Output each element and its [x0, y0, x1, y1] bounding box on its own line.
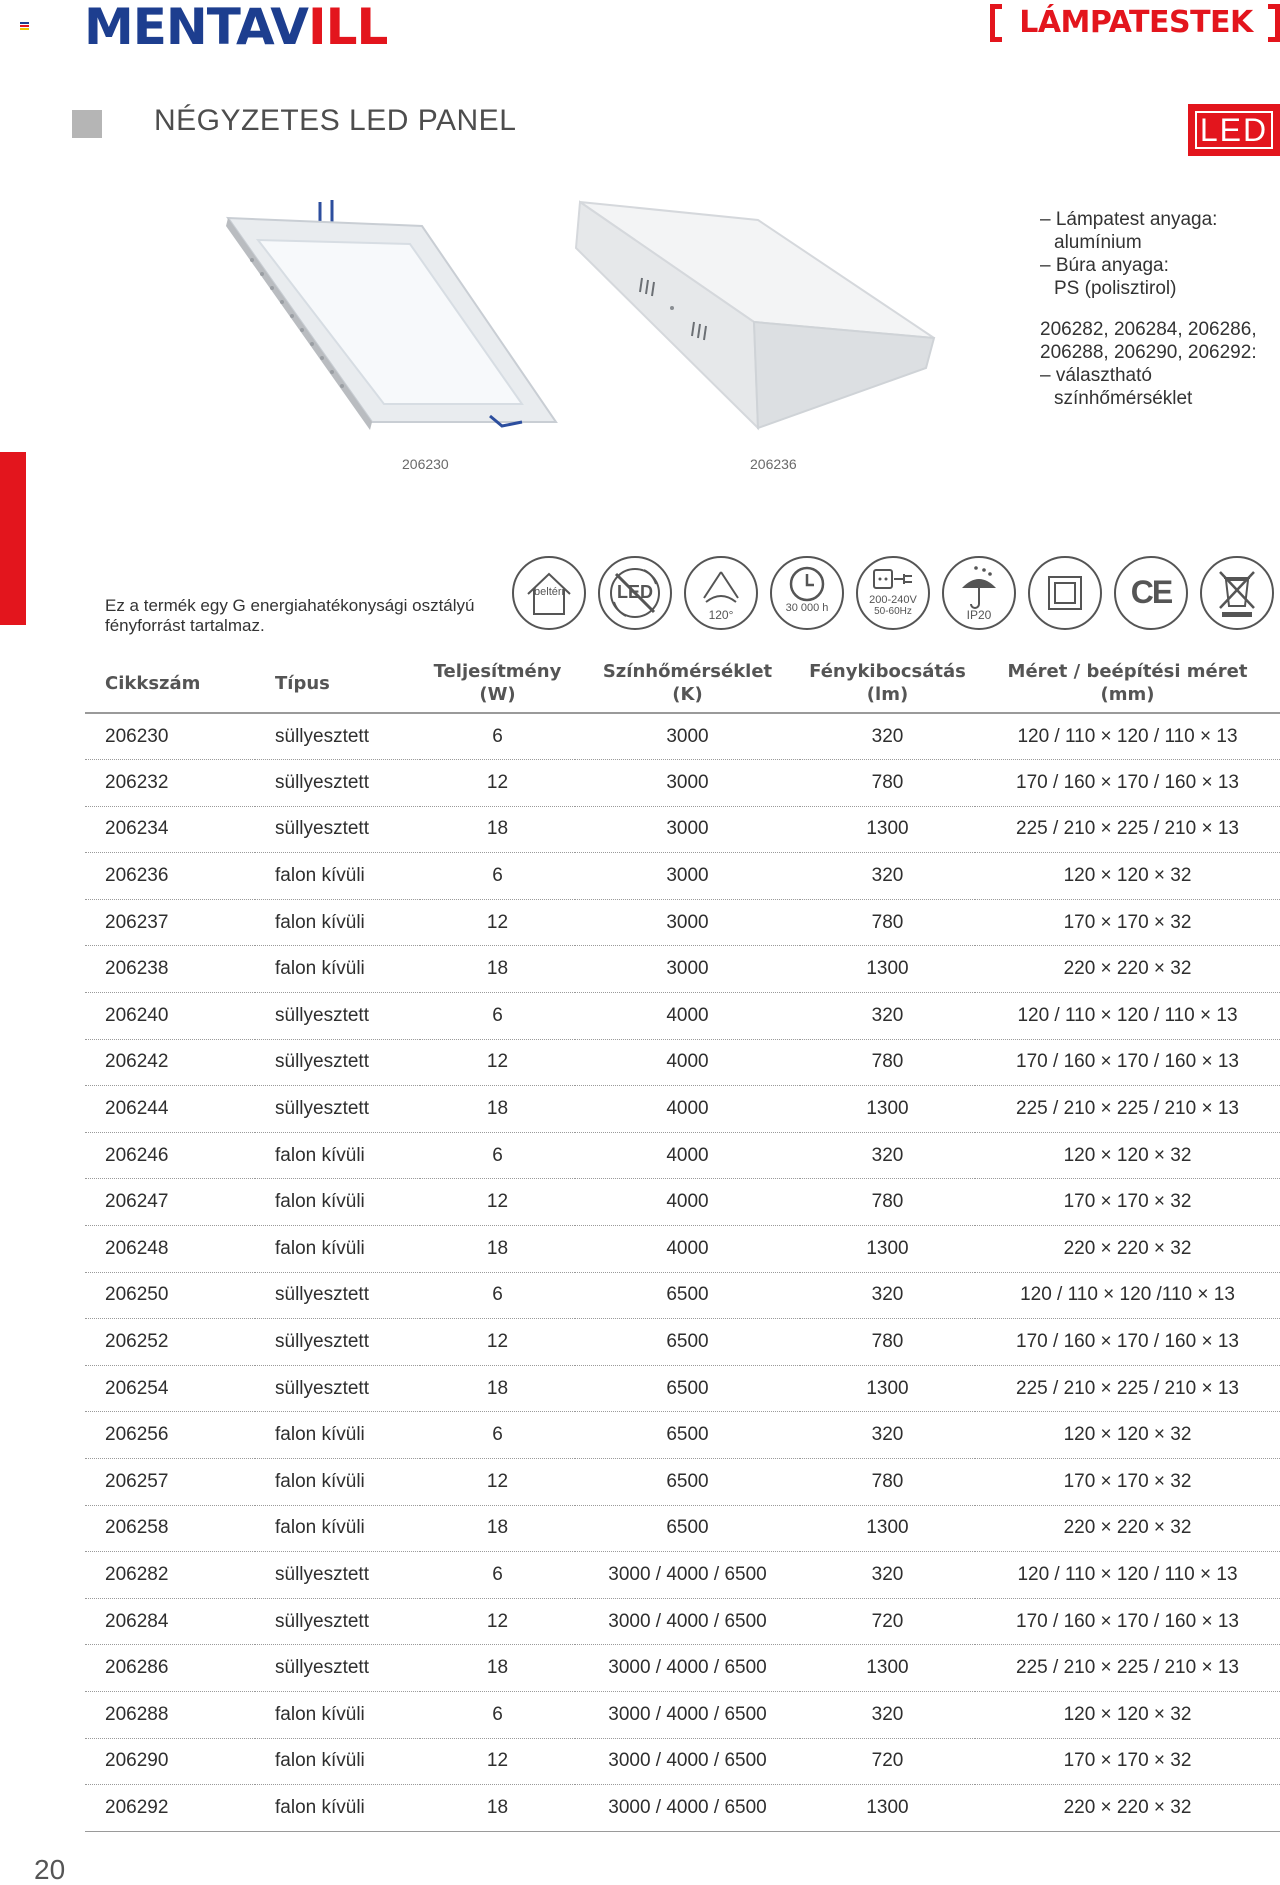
ce-mark-icon [1114, 556, 1188, 630]
cell-color-temp: 3000 / 4000 / 6500 [575, 1552, 800, 1599]
cell-power: 6 [420, 853, 575, 900]
cell-power: 18 [420, 1645, 575, 1692]
cell-code: 206244 [85, 1086, 255, 1133]
table-row [85, 1645, 1280, 1692]
flag-stripes [20, 22, 29, 31]
table-row [85, 760, 1280, 807]
table-row [85, 1039, 1280, 1086]
cell-color-temp: 3000 / 4000 / 6500 [575, 1645, 800, 1692]
cell-power: 12 [420, 1598, 575, 1645]
table-row [85, 946, 1280, 993]
bracket-right [1268, 4, 1280, 42]
cell-type: falon kívüli [255, 1738, 420, 1785]
cell-power: 6 [420, 1132, 575, 1179]
cell-code: 206232 [85, 760, 255, 807]
cell-code: 206240 [85, 993, 255, 1040]
indoor-icon [512, 556, 586, 630]
cell-luminous-flux: 320 [800, 1272, 975, 1319]
cell-type: süllyesztett [255, 1552, 420, 1599]
table-row [85, 1598, 1280, 1645]
cell-power: 6 [420, 1412, 575, 1459]
cell-size: 120 / 110 × 120 /110 × 13 [975, 1272, 1280, 1319]
cell-power: 6 [420, 1552, 575, 1599]
cell-luminous-flux: 780 [800, 1179, 975, 1226]
spec-line: – Lámpatest anyaga: [1040, 209, 1218, 230]
cell-type: falon kívüli [255, 853, 420, 900]
cell-code: 206237 [85, 899, 255, 946]
col-header-color-temp [575, 652, 800, 713]
cell-power: 12 [420, 1738, 575, 1785]
image-caption-recessed: 206230 [402, 456, 449, 472]
table-row [85, 1179, 1280, 1226]
ip-rating-icon [942, 556, 1016, 630]
page-title: NÉGYZETES LED PANEL [154, 104, 517, 137]
title-marker [72, 110, 102, 138]
cell-luminous-flux: 320 [800, 713, 975, 760]
spec-line: – választható [1040, 365, 1152, 386]
cell-luminous-flux: 320 [800, 1412, 975, 1459]
energy-class-note: Ez a termék egy G energiahatékonysági osztályú fényforrást tartalmaz. [105, 596, 475, 635]
cell-color-temp: 4000 [575, 1132, 800, 1179]
spec-line: 206282, 206284, 206286, [1040, 319, 1257, 340]
table-row [85, 1132, 1280, 1179]
cell-size: 225 / 210 × 225 / 210 × 13 [975, 1645, 1280, 1692]
table-body [85, 713, 1280, 1831]
icon-label: LED [617, 582, 653, 602]
header-text: Cikkszám [105, 672, 201, 694]
cell-size: 220 × 220 × 32 [975, 946, 1280, 993]
cell-size: 170 × 170 × 32 [975, 1459, 1280, 1506]
cell-code: 206247 [85, 1179, 255, 1226]
cell-power: 6 [420, 993, 575, 1040]
cell-type: süllyesztett [255, 760, 420, 807]
spec-line: alumínium [1054, 232, 1142, 253]
cell-size: 170 / 160 × 170 / 160 × 13 [975, 760, 1280, 807]
cell-luminous-flux: 320 [800, 853, 975, 900]
icon-label: CE [1130, 574, 1172, 610]
cell-power: 6 [420, 1272, 575, 1319]
cell-size: 170 × 170 × 32 [975, 1738, 1280, 1785]
cell-code: 206242 [85, 1039, 255, 1086]
header-unit: (mm) [1100, 684, 1155, 705]
cell-luminous-flux: 780 [800, 760, 975, 807]
cell-size: 120 × 120 × 32 [975, 1691, 1280, 1738]
cell-code: 206286 [85, 1645, 255, 1692]
icon-label: 200-240V [869, 594, 917, 606]
cell-type: falon kívüli [255, 1132, 420, 1179]
brand-logo[interactable] [84, 0, 388, 56]
icon-label: 120° [708, 608, 734, 622]
logo-accent: ILL [307, 0, 388, 56]
product-table [85, 652, 1280, 1832]
cell-luminous-flux: 720 [800, 1738, 975, 1785]
cell-type: falon kívüli [255, 1459, 420, 1506]
section-header [990, 4, 1280, 42]
table-row [85, 1738, 1280, 1785]
led-badge-label: LED [1195, 111, 1273, 149]
cell-luminous-flux: 780 [800, 1459, 975, 1506]
cell-type: falon kívüli [255, 899, 420, 946]
beam-angle-icon [684, 556, 758, 630]
cell-size: 225 / 210 × 225 / 210 × 13 [975, 806, 1280, 853]
cell-luminous-flux: 1300 [800, 806, 975, 853]
cell-size: 120 / 110 × 120 / 110 × 13 [975, 993, 1280, 1040]
table-row [85, 1412, 1280, 1459]
cell-code: 206246 [85, 1132, 255, 1179]
col-header-type [255, 652, 420, 713]
cell-color-temp: 3000 [575, 899, 800, 946]
table-row [85, 1226, 1280, 1273]
cell-luminous-flux: 780 [800, 1319, 975, 1366]
cell-color-temp: 6500 [575, 1272, 800, 1319]
lifetime-icon [770, 556, 844, 630]
logo-main: MENTAV [84, 0, 308, 56]
cell-luminous-flux: 320 [800, 1132, 975, 1179]
image-caption-surface: 206236 [750, 456, 797, 472]
table-row [85, 1319, 1280, 1366]
header-unit: (W) [479, 684, 516, 705]
cell-luminous-flux: 1300 [800, 1086, 975, 1133]
table-row [85, 713, 1280, 760]
cell-code: 206256 [85, 1412, 255, 1459]
cell-power: 12 [420, 1459, 575, 1506]
table-header-row [85, 652, 1280, 713]
cell-size: 120 × 120 × 32 [975, 1412, 1280, 1459]
cell-code: 206236 [85, 853, 255, 900]
weee-icon [1200, 556, 1274, 630]
cell-power: 12 [420, 1319, 575, 1366]
cell-type: süllyesztett [255, 1086, 420, 1133]
cell-size: 170 × 170 × 32 [975, 899, 1280, 946]
cell-size: 170 / 160 × 170 / 160 × 13 [975, 1039, 1280, 1086]
cell-code: 206248 [85, 1226, 255, 1273]
cell-size: 120 / 110 × 120 / 110 × 13 [975, 713, 1280, 760]
cell-size: 120 × 120 × 32 [975, 1132, 1280, 1179]
cell-power: 18 [420, 1785, 575, 1832]
cell-color-temp: 3000 / 4000 / 6500 [575, 1738, 800, 1785]
col-header-size [975, 652, 1280, 713]
cell-code: 206238 [85, 946, 255, 993]
icon-label: IP20 [966, 608, 992, 622]
header-text: Méret / beépítési méret [1007, 661, 1248, 682]
cell-luminous-flux: 1300 [800, 1365, 975, 1412]
icon-label: 30 000 h [785, 602, 829, 614]
side-tab [0, 452, 26, 625]
table-row [85, 1552, 1280, 1599]
led-badge [1188, 104, 1280, 156]
voltage-icon [856, 556, 930, 630]
table-row [85, 993, 1280, 1040]
table-row [85, 1459, 1280, 1506]
cell-type: süllyesztett [255, 1365, 420, 1412]
cell-power: 12 [420, 1039, 575, 1086]
cell-color-temp: 6500 [575, 1412, 800, 1459]
table-row [85, 1272, 1280, 1319]
cell-power: 6 [420, 713, 575, 760]
cell-power: 18 [420, 1505, 575, 1552]
cell-size: 220 × 220 × 32 [975, 1226, 1280, 1273]
cell-luminous-flux: 720 [800, 1598, 975, 1645]
cell-luminous-flux: 320 [800, 1691, 975, 1738]
cell-luminous-flux: 1300 [800, 1226, 975, 1273]
cell-type: süllyesztett [255, 1598, 420, 1645]
cell-type: falon kívüli [255, 1226, 420, 1273]
cell-luminous-flux: 780 [800, 899, 975, 946]
cell-type: falon kívüli [255, 1412, 420, 1459]
header-text: Típus [275, 672, 330, 694]
cell-color-temp: 4000 [575, 1179, 800, 1226]
cell-code: 206290 [85, 1738, 255, 1785]
cell-type: süllyesztett [255, 1272, 420, 1319]
cell-code: 206292 [85, 1785, 255, 1832]
table-row [85, 1691, 1280, 1738]
cell-type: falon kívüli [255, 1505, 420, 1552]
cell-type: süllyesztett [255, 1645, 420, 1692]
cell-type: falon kívüli [255, 1785, 420, 1832]
cell-color-temp: 4000 [575, 993, 800, 1040]
cell-power: 18 [420, 1226, 575, 1273]
cell-type: süllyesztett [255, 713, 420, 760]
table-row [85, 806, 1280, 853]
cell-size: 225 / 210 × 225 / 210 × 13 [975, 1086, 1280, 1133]
bracket-left [990, 4, 1002, 42]
cell-luminous-flux: 320 [800, 1552, 975, 1599]
header-unit: (K) [672, 684, 703, 705]
cell-color-temp: 3000 / 4000 / 6500 [575, 1598, 800, 1645]
cell-power: 18 [420, 946, 575, 993]
cell-color-temp: 6500 [575, 1365, 800, 1412]
cell-color-temp: 3000 [575, 853, 800, 900]
product-image-surface [568, 190, 938, 440]
cell-type: süllyesztett [255, 1039, 420, 1086]
cell-luminous-flux: 1300 [800, 1505, 975, 1552]
product-image-recessed [222, 190, 562, 440]
spec-line: 206288, 206290, 206292: [1040, 342, 1257, 363]
spec-line: színhőmérséklet [1054, 388, 1193, 409]
cell-size: 225 / 210 × 225 / 210 × 13 [975, 1365, 1280, 1412]
cell-code: 206288 [85, 1691, 255, 1738]
cell-power: 18 [420, 806, 575, 853]
cell-color-temp: 6500 [575, 1459, 800, 1506]
cell-type: falon kívüli [255, 946, 420, 993]
cell-color-temp: 4000 [575, 1039, 800, 1086]
table-row [85, 853, 1280, 900]
cell-code: 206252 [85, 1319, 255, 1366]
table-row [85, 899, 1280, 946]
table-row [85, 1086, 1280, 1133]
col-header-code [85, 652, 255, 713]
cell-color-temp: 3000 / 4000 / 6500 [575, 1691, 800, 1738]
cell-color-temp: 4000 [575, 1226, 800, 1273]
cell-code: 206284 [85, 1598, 255, 1645]
cell-code: 206230 [85, 713, 255, 760]
cell-type: süllyesztett [255, 806, 420, 853]
cell-color-temp: 6500 [575, 1505, 800, 1552]
cell-code: 206258 [85, 1505, 255, 1552]
cell-type: süllyesztett [255, 993, 420, 1040]
no-led-replace-icon [598, 556, 672, 630]
section-title: LÁMPATESTEK [1019, 5, 1253, 40]
table-row [85, 1505, 1280, 1552]
cell-power: 18 [420, 1365, 575, 1412]
cell-code: 206257 [85, 1459, 255, 1506]
cell-code: 206282 [85, 1552, 255, 1599]
col-header-luminous-flux [800, 652, 975, 713]
cell-luminous-flux: 780 [800, 1039, 975, 1086]
spec-line: PS (polisztirol) [1054, 278, 1177, 299]
protection-class-icon [1028, 556, 1102, 630]
cell-size: 170 × 170 × 32 [975, 1179, 1280, 1226]
cell-size: 120 / 110 × 120 / 110 × 13 [975, 1552, 1280, 1599]
cell-size: 220 × 220 × 32 [975, 1505, 1280, 1552]
cell-power: 12 [420, 760, 575, 807]
cell-code: 206250 [85, 1272, 255, 1319]
cell-type: süllyesztett [255, 1319, 420, 1366]
cell-luminous-flux: 1300 [800, 1785, 975, 1832]
cell-power: 12 [420, 899, 575, 946]
cell-luminous-flux: 1300 [800, 946, 975, 993]
table-row [85, 1785, 1280, 1832]
icon-label-secondary: 50-60Hz [874, 606, 912, 617]
cell-luminous-flux: 320 [800, 993, 975, 1040]
page-number: 20 [34, 1854, 66, 1885]
table-row [85, 1365, 1280, 1412]
cell-power: 12 [420, 1179, 575, 1226]
cell-size: 120 × 120 × 32 [975, 853, 1280, 900]
cell-code: 206234 [85, 806, 255, 853]
cell-color-temp: 3000 [575, 806, 800, 853]
cell-color-temp: 3000 [575, 946, 800, 993]
spec-line: – Búra anyaga: [1040, 255, 1169, 276]
cell-color-temp: 4000 [575, 1086, 800, 1133]
header-unit: (lm) [866, 684, 909, 705]
cell-type: falon kívüli [255, 1691, 420, 1738]
cell-color-temp: 3000 / 4000 / 6500 [575, 1785, 800, 1832]
cell-size: 170 / 160 × 170 / 160 × 13 [975, 1598, 1280, 1645]
icon-label: beltéri [534, 586, 564, 598]
cell-luminous-flux: 1300 [800, 1645, 975, 1692]
cell-power: 18 [420, 1086, 575, 1133]
cell-size: 170 / 160 × 170 / 160 × 13 [975, 1319, 1280, 1366]
cell-color-temp: 6500 [575, 1319, 800, 1366]
header-text: Színhőmérséklet [602, 661, 773, 682]
material-specs [1040, 208, 1280, 410]
cell-power: 6 [420, 1691, 575, 1738]
cell-color-temp: 3000 [575, 713, 800, 760]
header-text: Fénykibocsátás [809, 661, 966, 682]
cell-size: 220 × 220 × 32 [975, 1785, 1280, 1832]
col-header-power [420, 652, 575, 713]
header-text: Teljesítmény [433, 661, 562, 682]
cell-type: falon kívüli [255, 1179, 420, 1226]
cell-code: 206254 [85, 1365, 255, 1412]
cell-color-temp: 3000 [575, 760, 800, 807]
